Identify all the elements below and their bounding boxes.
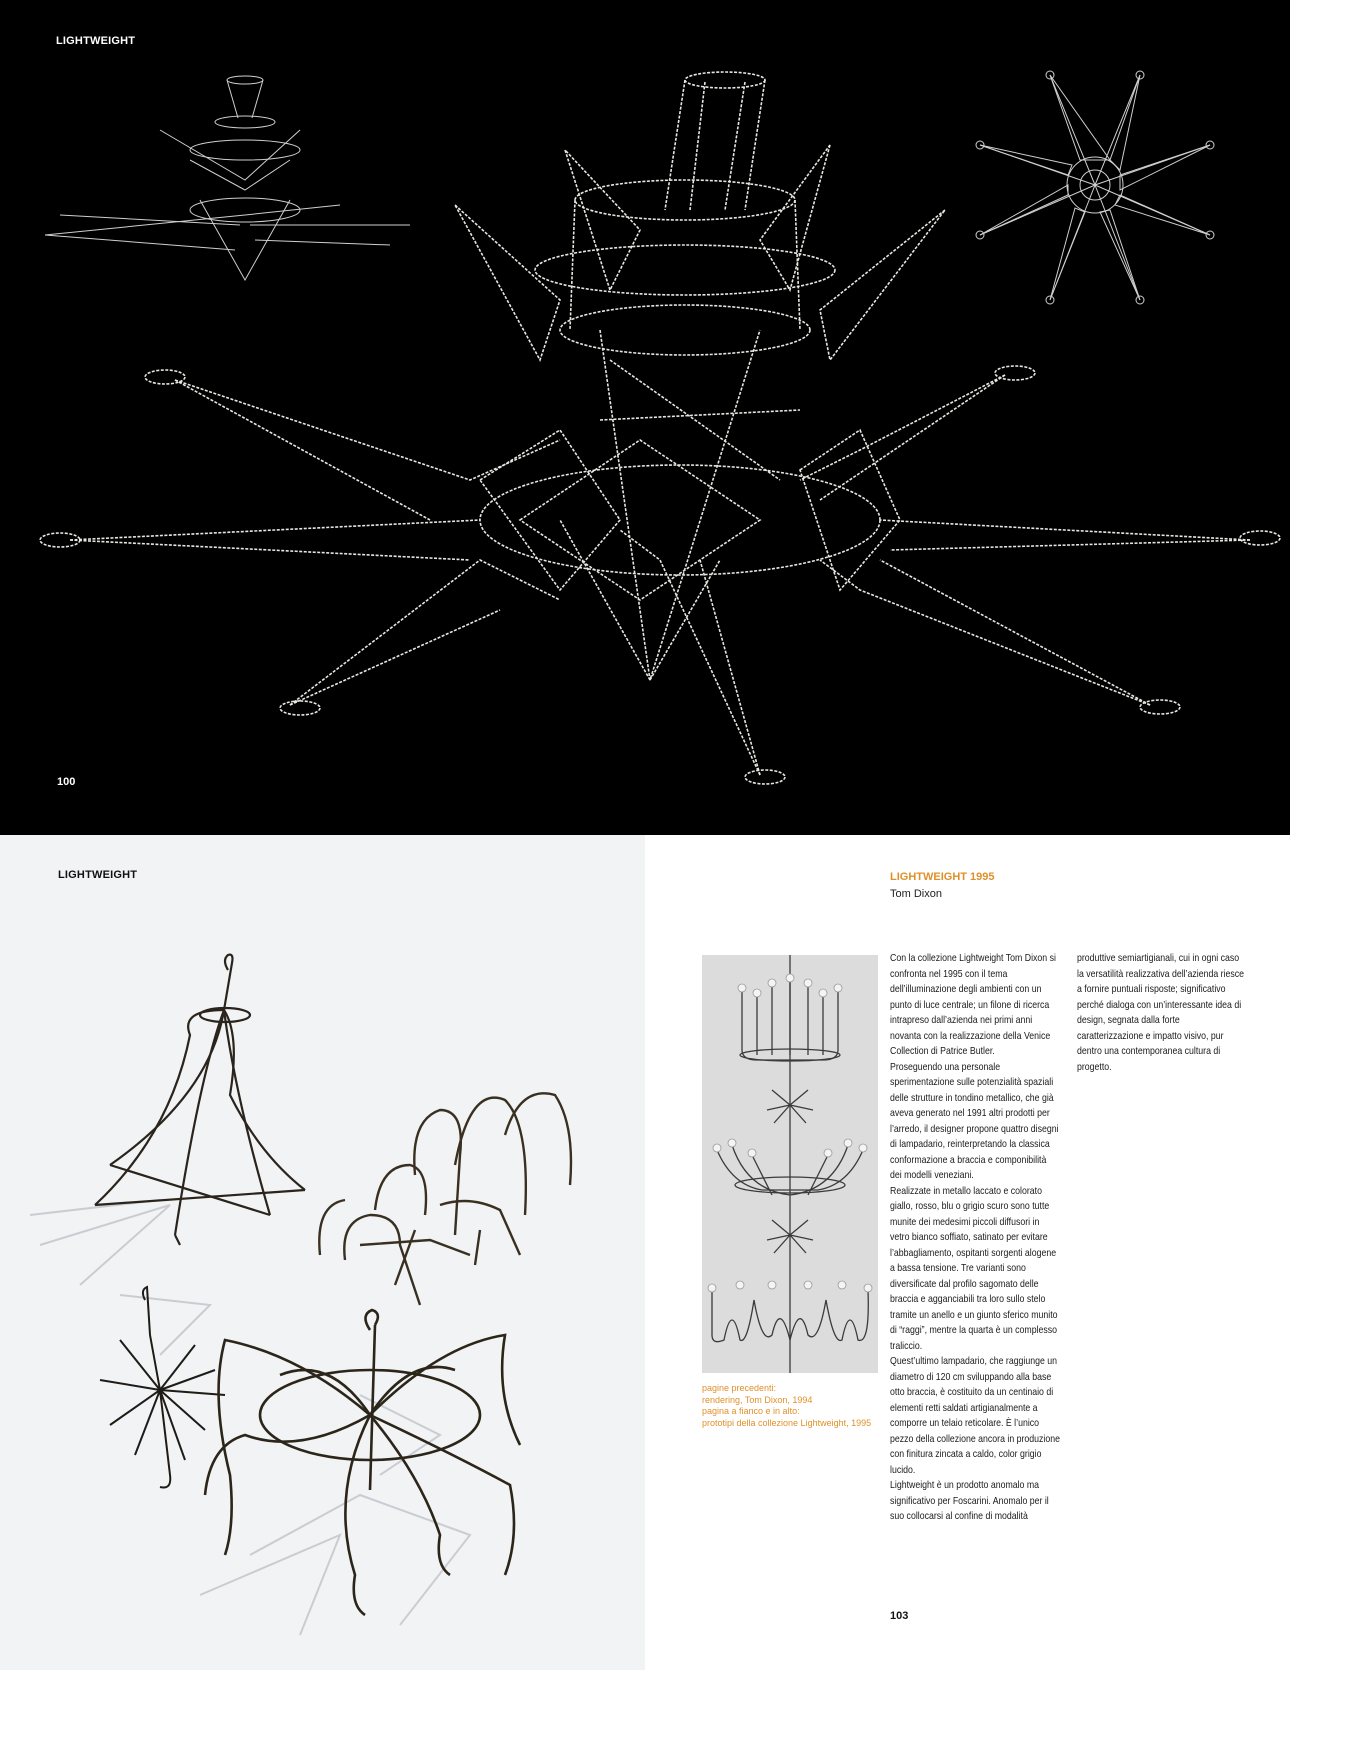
chandelier-photo xyxy=(702,955,878,1373)
prototypes-photo xyxy=(0,835,645,1670)
section-label-left: LIGHTWEIGHT xyxy=(58,869,138,881)
body-column-1 xyxy=(890,951,1060,1525)
article-author: Tom Dixon xyxy=(890,888,942,900)
photo-caption xyxy=(702,1383,892,1429)
page-number-right: 103 xyxy=(890,1610,909,1622)
wire-prototypes-illustration xyxy=(0,835,645,1670)
body-paragraph: produttive semiartigianali, cui in ogni caso la versatilità realizzativa dell’azienda riesce a fornire puntuali risposte; significativo perché dialoga con un’interessante idea di design, segnata dalla forte caratterizzazione e impatto visivo, pur dentro una contemporanea cultura di progetto. xyxy=(1077,953,1245,1073)
body-paragraph: Quest’ultimo lampadario, che raggiunge un diametro di 120 cm sviluppando alla base otto braccia, è costituito da un centinaio di elementi retti saldati artigianalmente a comporre un telaio reticolare. È l’unico pezzo della collezione ancora in produzione con finitura zincata a caldo, color grigio lucido. xyxy=(890,1356,1060,1476)
body-column-2 xyxy=(1077,951,1247,1075)
caption-line: pagine precedenti: xyxy=(702,1383,777,1393)
body-paragraph: Lightweight è un prodotto anomalo ma significativo per Foscarini. Anomalo per il suo collocarsi al confine di modalità xyxy=(890,1480,1049,1522)
rendering-spread xyxy=(0,0,1290,835)
article-title: LIGHTWEIGHT 1995 xyxy=(890,871,995,883)
caption-line: rendering, Tom Dixon, 1994 xyxy=(702,1394,813,1405)
page-number: 100 xyxy=(57,776,76,788)
caption-line: prototipi della collezione Lightweight, 1995 xyxy=(702,1417,872,1428)
body-paragraph: Realizzate in metallo laccato e colorato giallo, rosso, blu o grigio scuro sono tutte munite dei medesimi piccoli diffusori in vetro bianco soffiato, satinato per evitare l’abbagliamento, ospitanti sorgenti alogene a bassa tensione. Tre varianti sono diversificate dal profilo sagomato delle braccia e agganciabili tra loro sullo stelo tramite un anello e un giunto sferico munito di “raggi”, mentre la quarta è un complesso traliccio. xyxy=(890,1185,1058,1352)
body-paragraph: Proseguendo una personale sperimentazione sulle potenzialità spaziali delle strutture in tondino metallico, che già aveva generato nel 1991 altri prodotti per l’arredo, il designer propone quattro disegni di lampadario, reinterpretando la classica conformazione a braccia e componibilità dei modelli veneziani. xyxy=(890,1061,1059,1181)
stacked-chandelier-illustration xyxy=(702,955,878,1373)
caption-line: pagina a fianco e in alto: xyxy=(702,1406,800,1416)
wireframe-chandelier-illustration xyxy=(0,0,1290,835)
section-label: LIGHTWEIGHT xyxy=(56,35,136,47)
body-paragraph: Con la collezione Lightweight Tom Dixon si confronta nel 1995 con il tema dell’illuminazione degli ambienti con un punto di luce centrale; un filone di ricerca intrapreso dall’azienda nei primi anni novanta con la realizzazione della Venice Collection di Patrice Butler. xyxy=(890,953,1056,1057)
